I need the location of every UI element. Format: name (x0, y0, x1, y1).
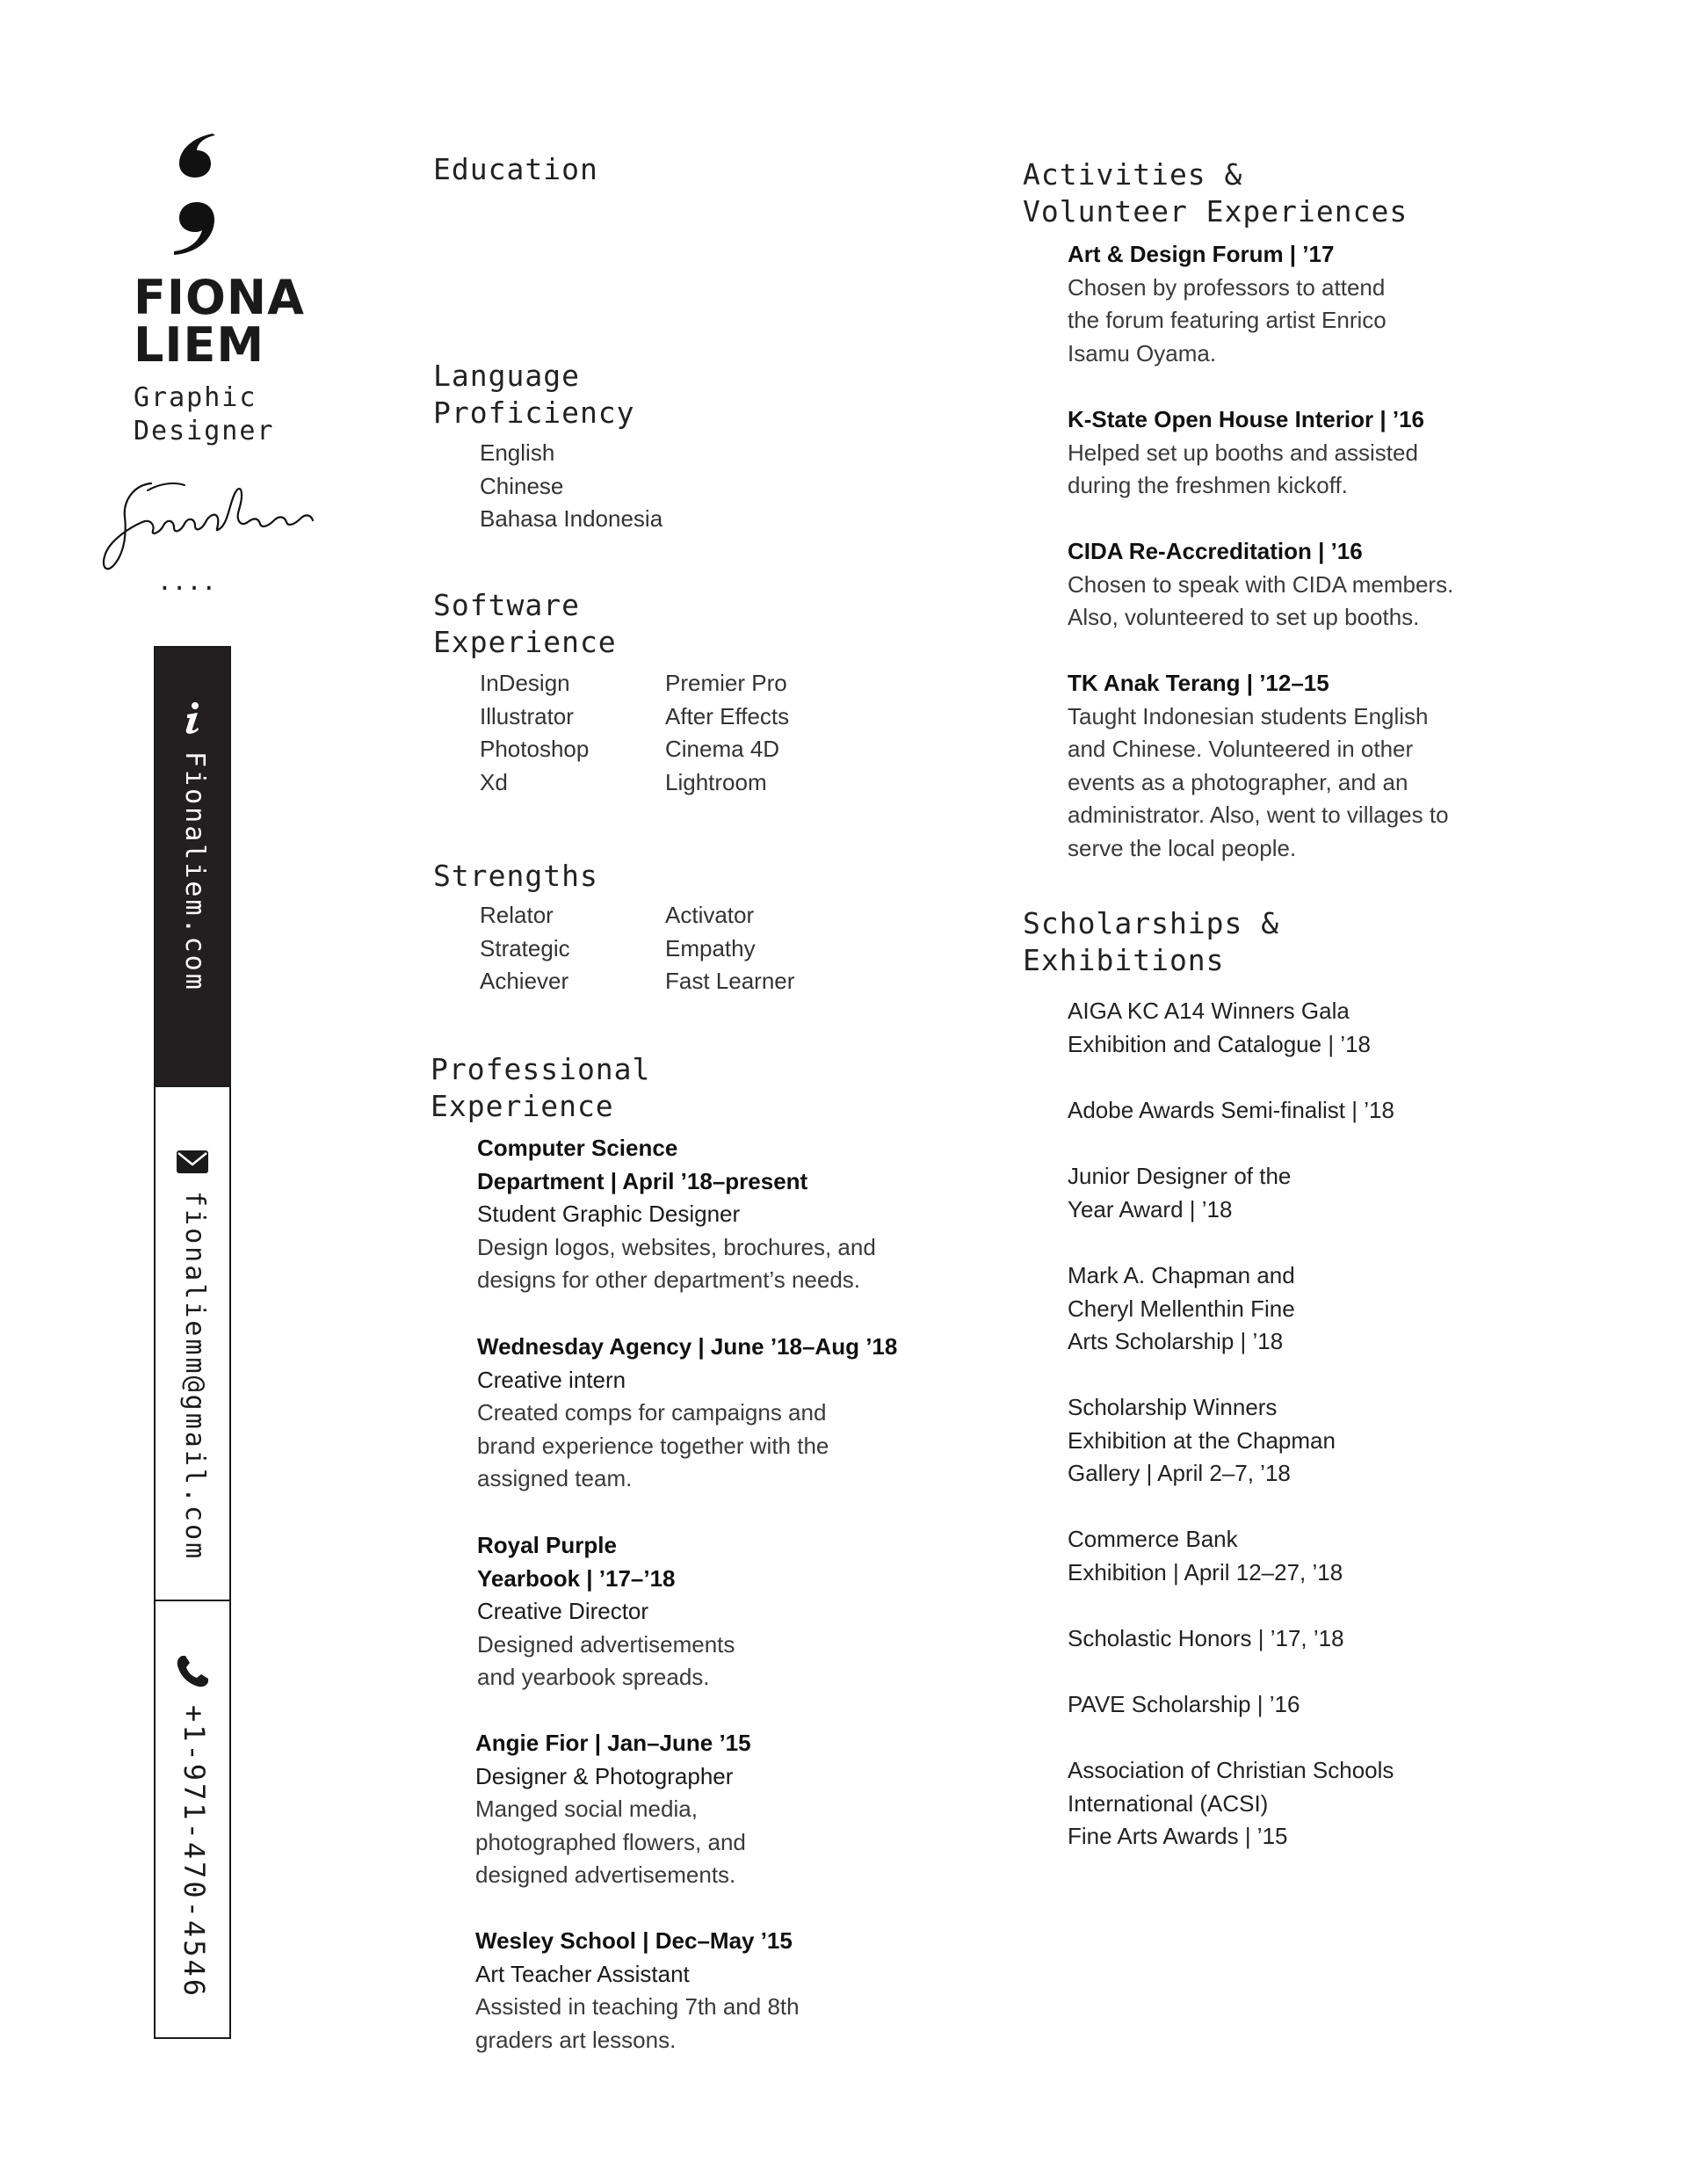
list-item: Strategic (480, 934, 570, 961)
entry-line: Gallery | April 2–7, ’18 (1068, 1460, 1291, 1486)
list-item: Fast Learner (665, 968, 795, 994)
website-link[interactable]: Fionaliem.com (179, 751, 210, 992)
list-item: After Effects (665, 702, 790, 729)
entry-role: Student Graphic Designer (477, 1201, 741, 1227)
entry-title: Angie Fior | Jan–June ’15 (475, 1730, 751, 1756)
info-icon (173, 699, 212, 737)
entry-description: events as a photographer, and an (1068, 768, 1408, 795)
entry-line: Scholarship Winners (1068, 1394, 1278, 1420)
list-item: Premier Pro (665, 670, 787, 696)
strengths-list-col2 (665, 899, 794, 998)
education-heading: Education (433, 152, 598, 186)
envelope-icon (173, 1142, 212, 1180)
activity-entry (1068, 238, 1387, 370)
first-name: FIONA (134, 270, 305, 325)
entry-description: assigned team. (477, 1465, 633, 1491)
software-heading: Software Experience (433, 588, 617, 659)
entry-description: Helped set up booths and assisted (1068, 439, 1418, 466)
entry-line: Adobe Awards Semi-finalist | ’18 (1068, 1097, 1394, 1123)
entry-line: Fine Arts Awards | ’15 (1068, 1823, 1288, 1849)
activity-entry (1068, 403, 1424, 503)
entry-description: Chosen by professors to attend (1068, 273, 1386, 301)
entry-description: Assisted in teaching 7th and 8th (475, 1993, 800, 2020)
list-item: Achiever (480, 968, 569, 994)
list-item: Empathy (665, 934, 756, 961)
entry-description: the forum featuring artist Enrico (1068, 307, 1387, 333)
email-segment[interactable] (156, 1085, 229, 1600)
entry-description: during the freshmen kickoff. (1068, 472, 1348, 498)
experience-entry (475, 1727, 751, 1892)
scholarship-entry (1068, 1688, 1300, 1722)
entry-title: CIDA Re-Accreditation | ’16 (1068, 538, 1363, 564)
semicolon-logo-icon (167, 132, 228, 255)
entry-line: Cheryl Mellenthin Fine (1068, 1295, 1295, 1322)
entry-description: designs for other department’s needs. (477, 1266, 861, 1293)
activity-entry (1068, 667, 1449, 865)
experience-entry (477, 1331, 897, 1496)
entry-title: K-State Open House Interior | ’16 (1068, 406, 1425, 432)
scholarship-entry (1068, 1754, 1394, 1854)
entry-description: and yearbook spreads. (477, 1664, 710, 1690)
entry-line: Arts Scholarship | ’18 (1068, 1328, 1284, 1354)
entry-description: Created comps for campaigns and (477, 1399, 827, 1426)
entry-title: Art & Design Forum | ’17 (1068, 241, 1335, 267)
entry-line: Mark A. Chapman and (1068, 1262, 1295, 1288)
scholarship-entry (1068, 1160, 1291, 1226)
software-list-col2 (665, 667, 789, 799)
list-item: Lightroom (665, 768, 767, 795)
entry-line: PAVE Scholarship | ’16 (1068, 1691, 1300, 1717)
entry-line: AIGA KC A14 Winners Gala (1068, 998, 1350, 1024)
job-title-line1: Graphic (134, 382, 257, 413)
list-item: Xd (480, 768, 508, 795)
entry-description: and Chinese. Volunteered in other (1068, 736, 1414, 762)
entry-title: Wesley School | Dec–May ’15 (475, 1927, 793, 1954)
scholarship-entry (1068, 1523, 1343, 1589)
entry-description: Also, volunteered to set up booths. (1068, 604, 1420, 630)
activities-heading: Activities & Volunteer Experiences (1023, 157, 1408, 229)
entry-title: TK Anak Terang | ’12–15 (1068, 670, 1329, 696)
entry-title: Yearbook | ’17–’18 (477, 1564, 676, 1592)
entry-line: Exhibition and Catalogue | ’18 (1068, 1030, 1371, 1057)
entry-description: Chosen to speak with CIDA members. (1068, 570, 1454, 598)
list-item: Bahasa Indonesia (480, 505, 663, 532)
list-item: Activator (665, 902, 755, 928)
list-item: Cinema 4D (665, 736, 780, 762)
list-item: Photoshop (480, 736, 590, 762)
decorative-dots: .... (160, 562, 220, 598)
entry-description: graders art lessons. (475, 2026, 677, 2053)
entry-title: Wednesday Agency | June ’18–Aug ’18 (477, 1333, 898, 1360)
candidate-name (134, 270, 305, 373)
experience-entry (477, 1529, 735, 1694)
entry-title: Royal Purple (477, 1532, 617, 1558)
scholarships-heading: Scholarships & Exhibitions (1023, 906, 1280, 977)
list-item: Illustrator (480, 702, 574, 729)
last-name: LIEM (134, 317, 265, 373)
entry-description: Designed advertisements (477, 1630, 735, 1658)
entry-description: Isamu Oyama. (1068, 339, 1217, 366)
phone-number[interactable]: +1-971-470-4546 (177, 1705, 211, 1999)
software-list-col1 (480, 667, 589, 799)
activity-entry (1068, 535, 1453, 635)
entry-role: Art Teacher Assistant (475, 1960, 690, 1987)
language-heading: Language Proficiency (433, 359, 635, 430)
list-item: Relator (480, 902, 554, 928)
entry-role: Creative intern (477, 1366, 626, 1393)
entry-title: Computer Science (477, 1135, 678, 1161)
scholarship-entry (1068, 995, 1371, 1061)
job-title (134, 381, 275, 448)
entry-description: photographed flowers, and (475, 1828, 746, 1855)
entry-line: Year Award | ’18 (1068, 1195, 1233, 1223)
experience-entry (477, 1132, 876, 1297)
entry-description: administrator. Also, went to villages to (1068, 802, 1449, 828)
professional-heading: Professional Experience (431, 1052, 651, 1123)
entry-role: Designer & Photographer (475, 1762, 734, 1789)
strengths-heading: Strengths (433, 859, 598, 893)
list-item: Chinese (480, 472, 564, 499)
entry-description: serve the local people. (1068, 834, 1297, 861)
entry-line: Exhibition | April 12–27, ’18 (1068, 1558, 1343, 1585)
website-segment[interactable] (156, 648, 229, 1085)
job-title-line2: Designer (134, 416, 275, 446)
entry-line: Commerce Bank (1068, 1526, 1238, 1552)
entry-title: Department | April ’18–present (477, 1167, 808, 1194)
entry-line: Scholastic Honors | ’17, ’18 (1068, 1625, 1344, 1651)
entry-description: Taught Indonesian students English (1068, 702, 1429, 729)
entry-role: Creative Director (477, 1598, 649, 1624)
language-list (480, 437, 662, 536)
entry-description: Design logos, websites, brochures, and (477, 1233, 876, 1260)
email-link[interactable]: fionaliemm@gmail.com (179, 1191, 210, 1562)
experience-entry (475, 1925, 800, 2057)
scholarship-entry (1068, 1391, 1336, 1491)
scholarship-entry (1068, 1259, 1295, 1359)
list-item: InDesign (480, 670, 570, 696)
entry-line: Association of Christian Schools (1068, 1757, 1394, 1783)
entry-description: brand experience together with the (477, 1432, 829, 1459)
entry-description: Manged social media, (475, 1796, 698, 1822)
scholarship-entry (1068, 1094, 1394, 1128)
strengths-list-col1 (480, 899, 570, 998)
entry-line: Junior Designer of the (1068, 1163, 1292, 1189)
phone-icon (173, 1652, 212, 1691)
entry-line: Exhibition at the Chapman (1068, 1426, 1336, 1454)
list-item: English (480, 439, 555, 466)
entry-line: International (ACSI) (1068, 1789, 1269, 1817)
phone-segment[interactable] (156, 1600, 229, 2039)
scholarship-entry (1068, 1622, 1344, 1656)
contact-bar (154, 646, 231, 2039)
entry-description: designed advertisements. (475, 1861, 736, 1888)
